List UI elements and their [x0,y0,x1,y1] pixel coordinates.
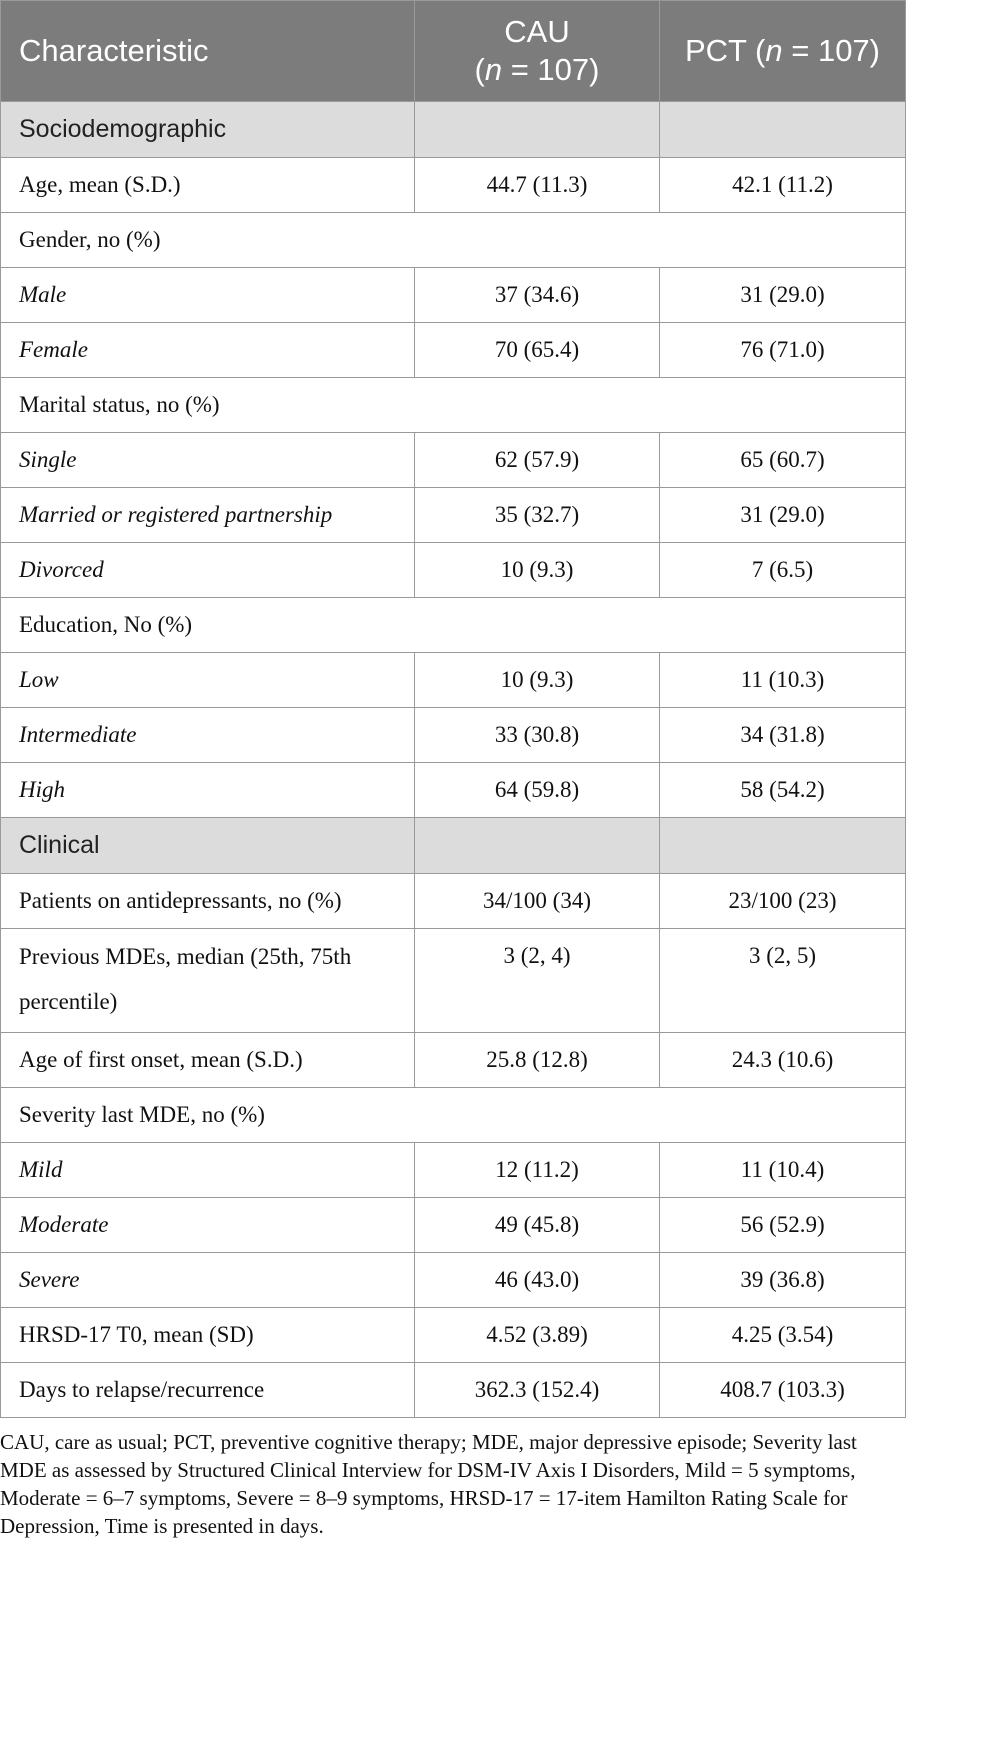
table-row [1,653,906,708]
group-label: Severity last MDE, no (%) [1,1088,906,1143]
section-blank-cell [660,818,906,874]
table-row [1,1308,906,1363]
section-label: Clinical [1,818,415,874]
group-label: Education, No (%) [1,598,906,653]
table-row [1,929,906,1033]
header-characteristic: Characteristic [1,1,415,102]
header-cau-n: n [484,52,503,87]
row-label: Previous MDEs, median (25th, 75th percentile) [1,929,415,1033]
cau-value: 12 (11.2) [415,1143,660,1198]
section-row [1,818,906,874]
table-row [1,1363,906,1418]
row-label: Days to relapse/recurrence [1,1363,415,1418]
cau-value: 70 (65.4) [415,323,660,378]
header-row [1,1,906,102]
row-label: Mild [1,1143,415,1198]
pct-value: 58 (54.2) [660,763,906,818]
cau-value: 49 (45.8) [415,1198,660,1253]
row-label: Male [1,268,415,323]
cau-value: 10 (9.3) [415,543,660,598]
pct-value: 56 (52.9) [660,1198,906,1253]
header-pct-label: PCT ( [684,33,766,68]
header-pct-n: n [765,33,783,68]
row-label: Age, mean (S.D.) [1,158,415,213]
pct-value: 76 (71.0) [660,323,906,378]
table-body [1,102,906,1418]
table-row [1,543,906,598]
pct-value: 23/100 (23) [660,874,906,929]
table-row [1,158,906,213]
pct-value: 4.25 (3.54) [660,1308,906,1363]
header-pct [660,1,906,102]
group-row [1,1088,906,1143]
cau-value: 64 (59.8) [415,763,660,818]
group-row [1,598,906,653]
pct-value: 42.1 (11.2) [660,158,906,213]
pct-value: 11 (10.4) [660,1143,906,1198]
row-label: Single [1,433,415,488]
row-label: Intermediate [1,708,415,763]
cau-value: 46 (43.0) [415,1253,660,1308]
table-row [1,433,906,488]
row-label: Severe [1,1253,415,1308]
pct-value: 11 (10.3) [660,653,906,708]
pct-value: 65 (60.7) [660,433,906,488]
row-label: Female [1,323,415,378]
table-row [1,1143,906,1198]
row-label: Divorced [1,543,415,598]
section-blank-cell [415,102,660,158]
pct-value: 39 (36.8) [660,1253,906,1308]
table-row [1,268,906,323]
row-label: High [1,763,415,818]
header-cau-n-suffix: = 107) [502,52,600,87]
pct-value: 34 (31.8) [660,708,906,763]
header-cau [415,1,660,102]
row-label: HRSD-17 T0, mean (SD) [1,1308,415,1363]
row-label: Moderate [1,1198,415,1253]
table-row [1,1198,906,1253]
cau-value: 25.8 (12.8) [415,1033,660,1088]
header-cau-n-prefix: ( [474,52,485,87]
pct-value: 24.3 (10.6) [660,1033,906,1088]
cau-value: 33 (30.8) [415,708,660,763]
row-label: Married or registered partnership [1,488,415,543]
cau-value: 4.52 (3.89) [415,1308,660,1363]
group-label: Marital status, no (%) [1,378,906,433]
table-footnote: CAU, care as usual; PCT, preventive cognitive therapy; MDE, major depressive episode; Severity last MDE as assessed by Structured Clinical Interview for DSM-IV Axis I Disorders, Mild = 5 symptoms, Moderate = 6–7 symptoms, Severe = 8–9 symptoms, HRSD-17 = 17-item Hamilton Rating Scale for Depression, Time is presented in days. [0,1430,857,1538]
row-label: Low [1,653,415,708]
cau-value: 35 (32.7) [415,488,660,543]
section-row [1,102,906,158]
row-label: Age of first onset, mean (S.D.) [1,1033,415,1088]
header-pct-n-suffix: = 107) [782,33,880,68]
pct-value: 31 (29.0) [660,268,906,323]
section-blank-cell [660,102,906,158]
cau-value: 34/100 (34) [415,874,660,929]
cau-value: 44.7 (11.3) [415,158,660,213]
table-row [1,488,906,543]
table-row [1,1033,906,1088]
pct-value: 31 (29.0) [660,488,906,543]
cau-value: 10 (9.3) [415,653,660,708]
table-row [1,323,906,378]
group-label: Gender, no (%) [1,213,906,268]
header-cau-label: CAU [504,14,570,49]
cau-value: 37 (34.6) [415,268,660,323]
row-label: Patients on antidepressants, no (%) [1,874,415,929]
section-blank-cell [415,818,660,874]
section-label: Sociodemographic [1,102,415,158]
cau-value: 3 (2, 4) [415,929,660,1033]
cau-value: 362.3 (152.4) [415,1363,660,1418]
group-row [1,213,906,268]
pct-value: 408.7 (103.3) [660,1363,906,1418]
table-row [1,708,906,763]
cau-value: 62 (57.9) [415,433,660,488]
table-row [1,1253,906,1308]
group-row [1,378,906,433]
pct-value: 3 (2, 5) [660,929,906,1033]
table-row [1,763,906,818]
pct-value: 7 (6.5) [660,543,906,598]
table-row [1,874,906,929]
